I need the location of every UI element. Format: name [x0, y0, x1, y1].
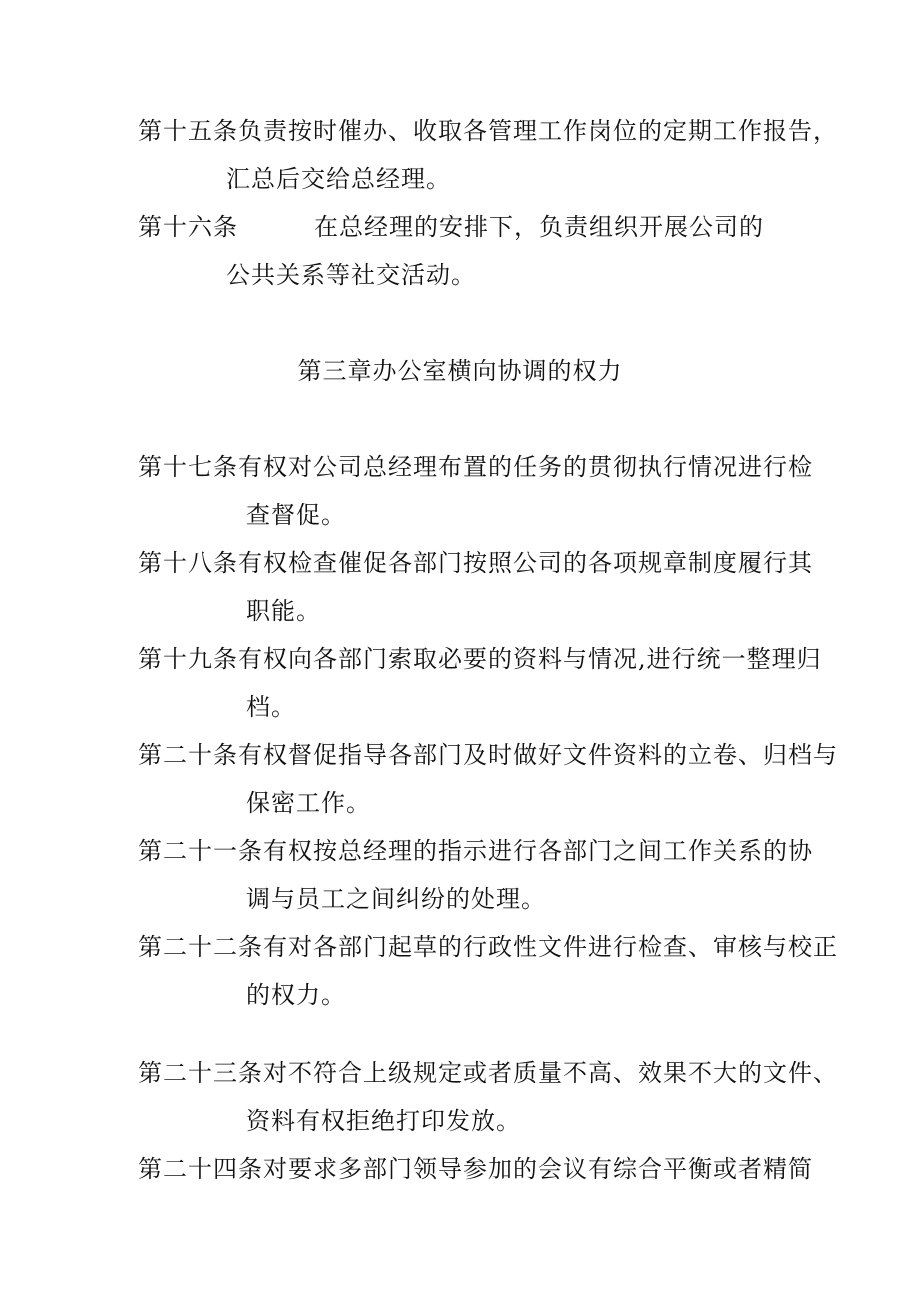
chapter-heading: 第三章办公室横向协调的权力 [297, 357, 623, 385]
article-17-line-2: 查督促。 [246, 501, 346, 529]
article-16-line-1 [138, 212, 764, 242]
article-16-line-2: 公共关系等社交活动。 [226, 261, 476, 289]
article-21-line-2: 调与员工之间纠纷的处理。 [246, 885, 546, 913]
article-18-line-2: 职能。 [246, 597, 321, 625]
article-22-line-1: 第二十二条有对各部门起草的行政性文件进行检查、审核与校正 [138, 933, 838, 961]
article-19-line-2: 档。 [246, 693, 296, 721]
article-16-text: 在总经理的安排下，负责组织开展公司的 [314, 213, 764, 241]
article-23-line-2: 资料有权拒绝打印发放。 [246, 1107, 521, 1135]
article-15-line-2: 汇总后交给总经理。 [226, 165, 451, 193]
article-18-line-1: 第十八条有权检查催促各部门按照公司的各项规章制度履行其 [138, 549, 813, 577]
article-20-line-2: 保密工作。 [246, 789, 371, 817]
article-15-line-1: 第十五条负责按时催办、收取各管理工作岗位的定期工作报告， [138, 117, 838, 145]
article-23-line-1: 第二十三条对不符合上级规定或者质量不高、效果不大的文件、 [138, 1059, 838, 1087]
article-24-line-1: 第二十四条对要求多部门领导参加的会议有综合平衡或者精简 [138, 1155, 813, 1183]
article-17-line-1: 第十七条有权对公司总经理布置的任务的贯彻执行情况进行检 [138, 453, 813, 481]
article-19-line-1: 第十九条有权向各部门索取必要的资料与情况,进行统一整理归 [138, 645, 822, 673]
article-21-line-1: 第二十一条有权按总经理的指示进行各部门之间工作关系的协 [138, 837, 813, 865]
article-22-line-2: 的权力。 [246, 981, 346, 1009]
article-16-label: 第十六条 [138, 213, 238, 241]
article-20-line-1: 第二十条有权督促指导各部门及时做好文件资料的立卷、归档与 [138, 741, 838, 769]
